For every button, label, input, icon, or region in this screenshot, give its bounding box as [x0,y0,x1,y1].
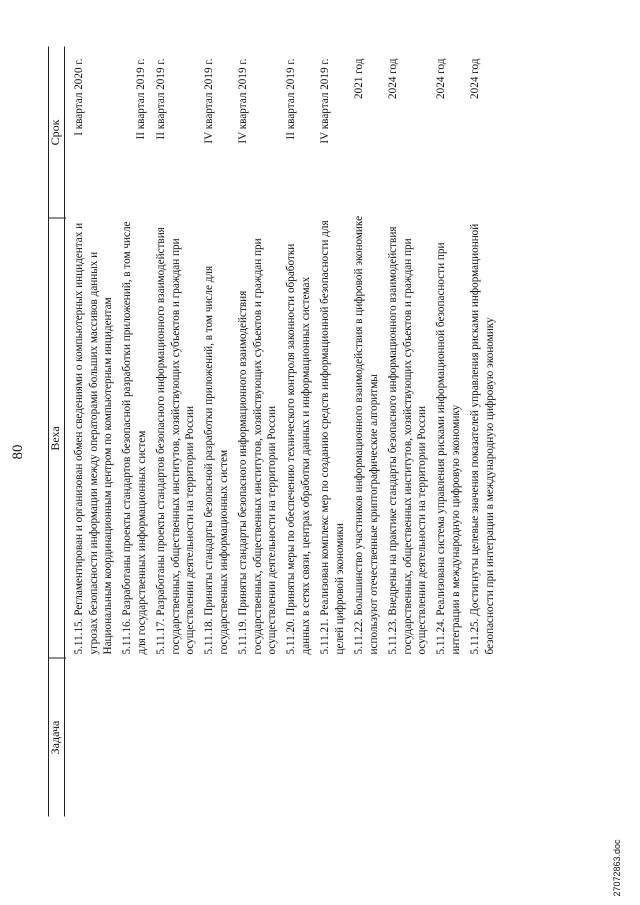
milestone-text: 5.11.19. Приняты стандарты безопасного информационного взаимодействия государственных, общественных институтов, хозяйствующих субъектов и граждан при осуществлении деятельности на территории России [237,238,278,655]
milestone-text: 5.11.16. Разработаны проекты стандартов безопасной разработки приложений, в том числе для государственных информационных систем [121,221,148,655]
header-bottom-border [64,47,65,817]
deadline-text: II квартал 2019 г. [135,58,147,140]
deadline-text: 2024 год [469,58,481,99]
milestone-text: 5.11.25. Достигнуты целевые значения показателей управления рисками информационной безопасности при интеграции в международную цифровую экономику [469,223,496,655]
deadline-text: IV квартал 2019 г. [319,58,331,144]
header-milestone: Веха [48,426,62,451]
milestone-text: 5.11.24. Реализована система управления рисками информационной безопасности при интеграции в международную цифровую экономику [435,242,462,655]
milestone-text: 5.11.15. Регламентирован и организован обмен сведениями о компьютерных инцидентах и угрозах безопасности информации между операторами больших массивов данных и Национальным координационным центром по компьютерным инцидентам [73,222,114,655]
page-number: 80 [10,444,26,460]
deadline-text: I квартал 2020 г. [73,58,85,136]
deadline-text: II квартал 2019 г. [155,58,167,140]
deadline-text: 2021 год [353,58,365,99]
milestone-text: 5.11.18. Приняты стандарты безопасной разработки приложений, в том числе для государственных информационных систем [203,265,230,655]
deadline-text: 2024 год [387,58,399,99]
deadline-text: IV квартал 2019 г. [203,58,215,144]
milestone-text: 5.11.22. Большинство участников информационного взаимодействия в цифровой экономике используют отечественные криптографические алгоритмы [353,215,380,655]
milestone-text: 5.11.21. Реализован комплекс мер по созданию средств информационной безопасности для целей цифровой экономики [319,220,346,655]
document-code: 27072863.doc [612,839,622,897]
milestone-text: 5.11.20. Приняты меры по обеспечению технического контроля законности обработки данных в сетях связи, центрах обработки данных и информационных системах [285,243,312,655]
milestone-text: 5.11.17. Разработаны проекты стандартов безопасного информационного взаимодействия государственных, общественных институтов, хозяйствующих субъектов и граждан при осуществлении деятельности на территории России [155,227,196,655]
header-deadline: Срок [48,119,62,146]
deadline-text: II квартал 2019 г. [285,58,297,140]
deadline-text: IV квартал 2019 г. [237,58,249,144]
milestone-text: 5.11.23. Внедрены на практике стандарты безопасного информационного взаимодействия государственных, общественных институтов, хозяйствующих субъектов и граждан при осуществлении деятельности на территории России [387,226,428,655]
header-task: Задача [48,720,62,755]
deadline-text: 2024 год [435,58,447,99]
